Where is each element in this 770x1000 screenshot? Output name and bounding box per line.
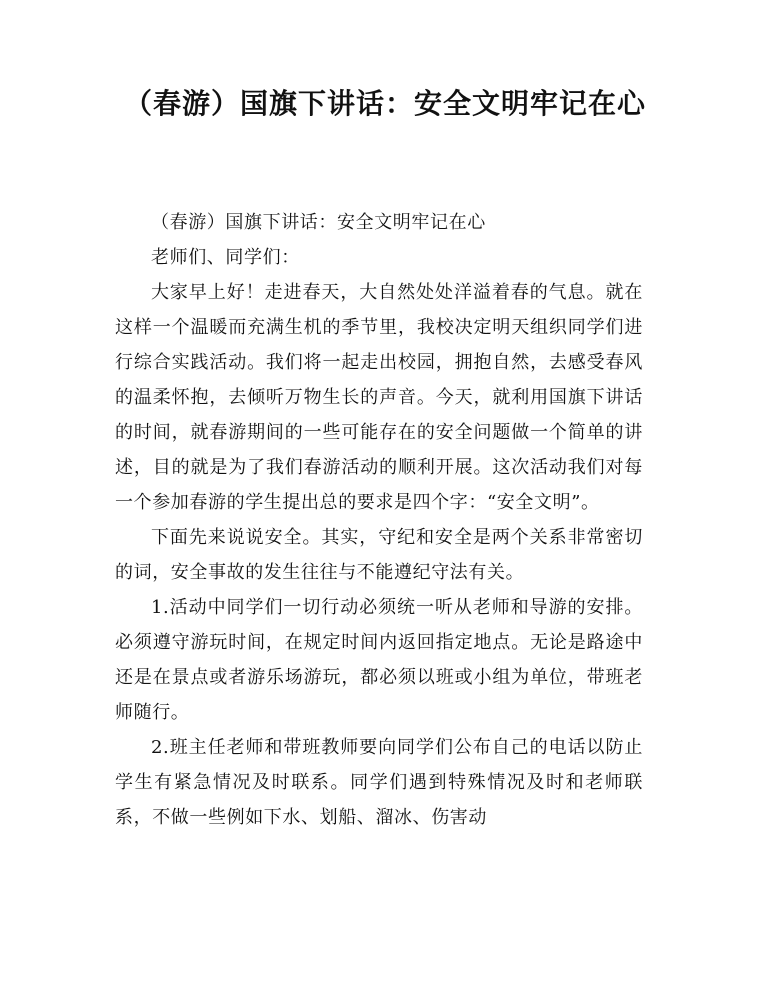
paragraph-rule-1: 1.活动中同学们一切行动必须统一听从老师和导游的安排。必须遵守游玩时间，在规定时间内返回指定地点。无论是路途中还是在景点或者游乐场游玩，都必须以班或小组为单位，带班老师随行。 [115, 597, 643, 723]
document-body [115, 205, 643, 835]
document-title: （春游）国旗下讲话：安全文明牢记在心 [123, 87, 646, 120]
paragraph-greeting: 老师们、同学们： [151, 247, 300, 268]
paragraph-safety: 下面先来说说安全。其实，守纪和安全是两个关系非常密切的词，安全事故的发生往往与不能遵纪守法有关。 [115, 527, 643, 583]
paragraph-rule-2: 2.班主任老师和带班教师要向同学们公布自己的电话以防止学生有紧急情况及时联系。同学们遇到特殊情况及时和老师联系，不做一些例如下水、划船、溜冰、伤害动 [115, 737, 643, 828]
paragraph-intro: 大家早上好！走进春天，大自然处处洋溢着春的气息。就在这样一个温暖而充满生机的季节里，我校决定明天组织同学们进行综合实践活动。我们将一起走出校园，拥抱自然，去感受春风的温柔怀抱，去倾听万物生长的声音。今天，就利用国旗下讲话的时间，就春游期间的一些可能存在的安全问题做一个简单的讲述，目的就是为了我们春游活动的顺利开展。这次活动我们对每一个参加春游的学生提出总的要求是四个字：“安全文明”。 [115, 282, 643, 513]
paragraph-subtitle: （春游）国旗下讲话：安全文明牢记在心 [151, 212, 486, 233]
